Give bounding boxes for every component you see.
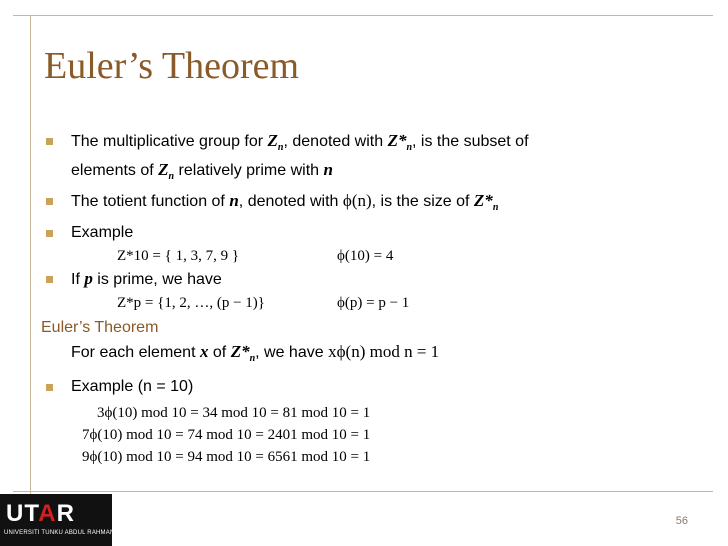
bullet-square-icon: [46, 138, 53, 145]
example-row-zstar10: Z*10 = { 1, 3, 7, 9 } ϕ(10) = 4: [117, 247, 394, 264]
bullet-p-prime: If p is prime, we have: [42, 268, 702, 291]
bullet-square-icon: [46, 230, 53, 237]
page-number: 56: [675, 515, 688, 527]
slide-content: [42, 130, 702, 468]
bullet-square-icon: [46, 276, 53, 283]
bullet-multiplicative-group: The multiplicative group for $Z_n$, denoted with $Z*_n$, is the subset of elements of $Z_n$ relatively prime with n: [42, 130, 702, 188]
example-row-zstarp: Z*p = {1, 2, …, (p − 1)} ϕ(p) = p − 1: [117, 294, 410, 311]
euler-heading: Euler’s Theorem: [41, 318, 159, 336]
top-rule: [13, 15, 713, 16]
euler-statement: For each element x of $Z*_n$, we have xϕ(n) mod n = 1: [71, 341, 440, 364]
bullet-square-icon: [46, 384, 53, 391]
bullet-totient: The totient function of n, denoted with ϕ(n), is the size of $Z*_n$: [42, 190, 702, 219]
euler-example-line-9: 9ϕ(10) mod 10 = 94 mod 10 = 6561 mod 10 = 1: [82, 448, 371, 465]
euler-example-line-7: 7ϕ(10) mod 10 = 74 mod 10 = 2401 mod 10 = 1: [82, 426, 371, 443]
utar-logo: UTAR UNIVERSITI TUNKU ABDUL RAHMAN: [0, 494, 112, 546]
left-rule: [30, 15, 31, 530]
slide-title: Euler’s Theorem: [44, 45, 300, 87]
euler-example-line-3: 3ϕ(10) mod 10 = 34 mod 10 = 81 mod 10 = 1: [97, 404, 371, 421]
bullet-example: Example: [42, 222, 702, 244]
bottom-rule: [13, 491, 713, 492]
bullet-euler-example: Example (n = 10): [42, 376, 702, 398]
bullet-square-icon: [46, 198, 53, 205]
